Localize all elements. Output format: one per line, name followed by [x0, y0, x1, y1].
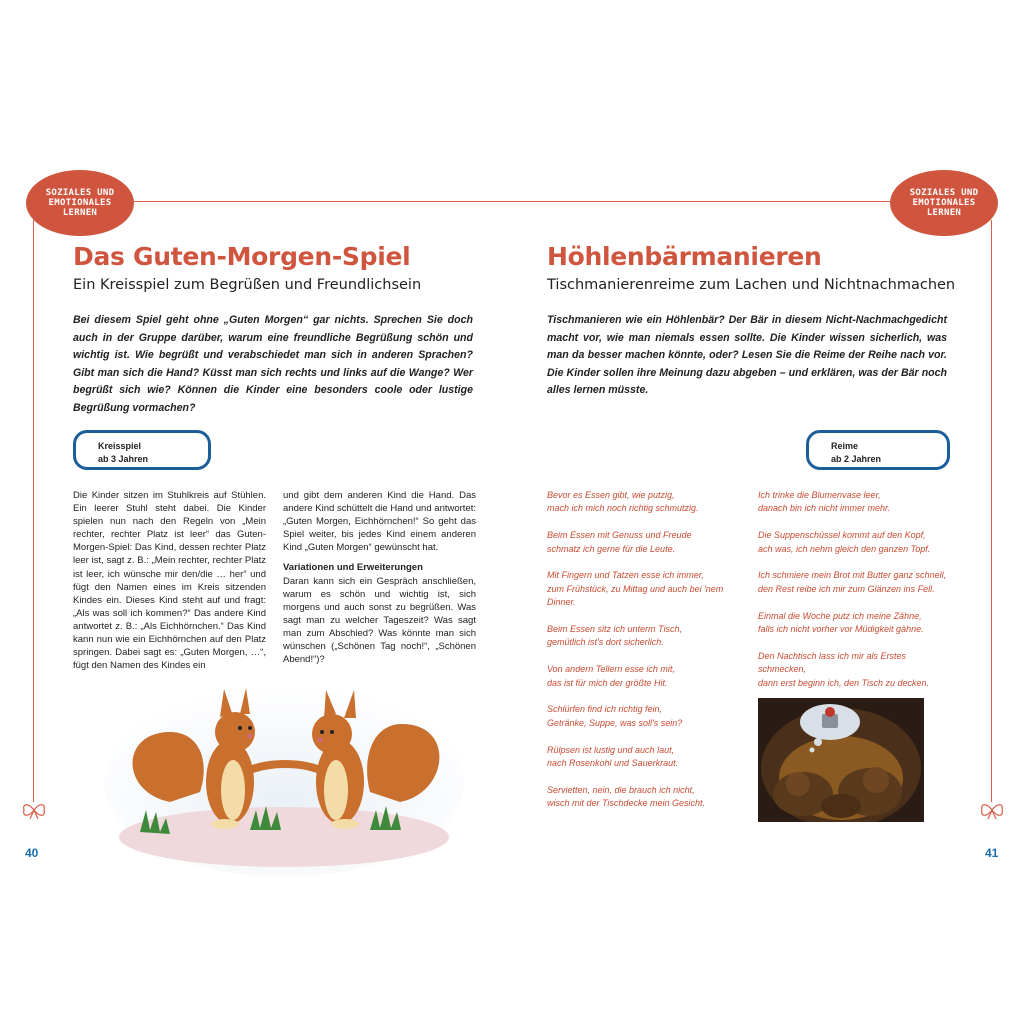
rhyme-verse: Rülpsen ist lustig und auch laut, nach Rosenkohl und Sauerkraut. [547, 744, 679, 769]
badge-line-1: SOZIALES UND [909, 188, 979, 198]
rhyme-verse: Schlürfen find ich richtig fein, Getränke, Suppe, was soll's sein? [547, 704, 683, 728]
rhyme-verse: Mit Fingern und Tatzen esse ich immer, zum Frühstück, zu Mittag und auch bei 'nem Dinner. [547, 570, 724, 608]
category-badge-left [26, 170, 134, 236]
badge-line-3: LERNEN [926, 208, 962, 218]
badge-line-3: LERNEN [62, 208, 98, 218]
badge-line-1: SOZIALES UND [45, 188, 115, 198]
rhyme-verse: Ich schmiere mein Brot mit Butter ganz schnell, den Rest reibe ich mir zum Glänzen ins Fell. [758, 570, 947, 594]
body-column-2 [283, 489, 476, 666]
page-title-left: Das Guten-Morgen-Spiel [73, 242, 411, 271]
bow-ornament-icon [20, 800, 48, 820]
page-subtitle-left: Ein Kreisspiel zum Begrüßen und Freundlichsein [73, 277, 422, 293]
rhyme-verse: Beim Essen sitz ich unterm Tisch, gemütlich ist's dort sicherlich. [547, 624, 682, 648]
section-heading: Variationen und Erweiterungen [283, 562, 423, 574]
frame-left-line [33, 220, 34, 802]
bow-ornament-icon [978, 800, 1006, 820]
page-number-right: 41 [985, 846, 999, 860]
category-badge-right [890, 170, 998, 236]
rhyme-verse: Von andern Tellern esse ich mit, das ist für mich der größte Hit. [547, 664, 675, 688]
page-number-left: 40 [25, 846, 39, 860]
rhyme-verse: Beim Essen mit Genuss und Freude schmatz ich gerne für die Leute. [547, 530, 692, 554]
info-box-left [73, 430, 211, 470]
body-paragraph: und gibt dem anderen Kind die Hand. Das andere Kind schüttelt die Hand und antwortet: „Guten Morgen, Eichhörnchen!“ So geht das Spiel weiter, bis jedes Kind einem anderen Kind „Guten Morgen“ gewünscht hat. [283, 490, 476, 554]
body-column-1 [73, 489, 266, 672]
frame-right-line [991, 220, 992, 802]
page-subtitle-right: Tischmanierenreime zum Lachen und Nichtnachmachen [547, 277, 956, 293]
info-box-age: ab 3 Jahren [98, 454, 149, 464]
squirrels-illustration [100, 662, 468, 876]
intro-text-right: Tischmanieren wie ein Höhlenbär? Der Bär in diesem Nicht-Nachmachgedicht macht vor, wie man niemals essen sollte. Die Kinder wissen sicherlich, was man da besser machen könnte, oder? Lesen Sie die Reime der Reihe nach vor. Die Kinder sollen ihre Meinung dazu abgeben – und erklären, was der Bär noch alles lernen müsste. [547, 314, 947, 397]
info-box-type: Reime [831, 441, 859, 451]
bears-cave-illustration [758, 698, 924, 822]
rhyme-verse: Servietten, nein, die brauch ich nicht, wisch mit der Tischdecke mein Gesicht. [547, 784, 705, 809]
rhymes-column-2 [758, 489, 958, 703]
body-paragraph: Daran kann sich ein Gespräch anschließen, warum es schön und wichtig ist, sich morgens und auch sonst zu begrüßen. Was sagt man zu welcher Tageszeit? Was sagt man zum Abschied? Was könnte man sich wünschen („Schönen Tag noch!“, „Schönen Abend!“)? [283, 575, 476, 666]
badge-line-2: EMOTIONALES [912, 198, 976, 208]
page-title-right: Höhlenbärmanieren [547, 242, 822, 271]
frame-top-line [130, 201, 894, 202]
rhyme-verse: Bevor es Essen gibt, wie putzig, mach ich mich noch richtig schmutzig. [547, 490, 699, 514]
rhyme-verse: Den Nachtisch lass ich mir als Erstes schmecken, dann erst beginn ich, den Tisch zu decken. [758, 650, 930, 688]
info-box-age: ab 2 Jahren [831, 454, 882, 464]
rhyme-verse: Die Suppenschüssel kommt auf den Kopf, ach was, ich nehm gleich den ganzen Topf. [758, 530, 931, 554]
rhyme-verse: Einmal die Woche putz ich meine Zähne, falls ich nicht vorher vor Müdigkeit gähne. [758, 610, 924, 635]
badge-line-2: EMOTIONALES [48, 198, 112, 208]
intro-text-left: Bei diesem Spiel geht ohne „Guten Morgen“ gar nichts. Sprechen Sie doch auch in der Gruppe darüber, warum eine freundliche Begrüßung schön und wichtig ist. Wie begrüßt und verabschiedet man sich in anderen Sprachen? Gibt man sich die Hand? Küsst man sich rechts und links auf die Wange? Wer begrüßt sich wie? Können die Kinder eine besonders coole oder lustige Begrüßung vormachen? [73, 314, 473, 414]
rhyme-verse: Ich trinke die Blumenvase leer, danach bin ich nicht immer mehr. [758, 490, 891, 514]
body-paragraph: Die Kinder sitzen im Stuhlkreis auf Stühlen. Ein leerer Stuhl steht dabei. Die Kinder spielen nun nach den Regeln von „Mein rechter, rechter Platz ist leer“ das Guten-Morgen-Spiel: Das Kind, dessen rechter Platz leer ist, sagt z. B.: „Mein rechter, rechter Platz ist leer, ich wünsche mir den/die … her“ und fügt den Namen eines im Kreis sitzenden Kindes ein. Dieses Kind steht auf und fragt: „Als was soll ich kommen?“ Das andere Kind antwortet z. B.: „Als Eichhörnchen.“ Das Kind kann nun wie ein Eichhörnchen auf den Platz springen. Dabei sagt es: „Guten Morgen, …“, fügt den Namen des Kindes ein [73, 490, 266, 672]
info-box-type: Kreisspiel [98, 441, 142, 451]
info-box-right [806, 430, 950, 470]
rhymes-column-1 [547, 489, 747, 824]
